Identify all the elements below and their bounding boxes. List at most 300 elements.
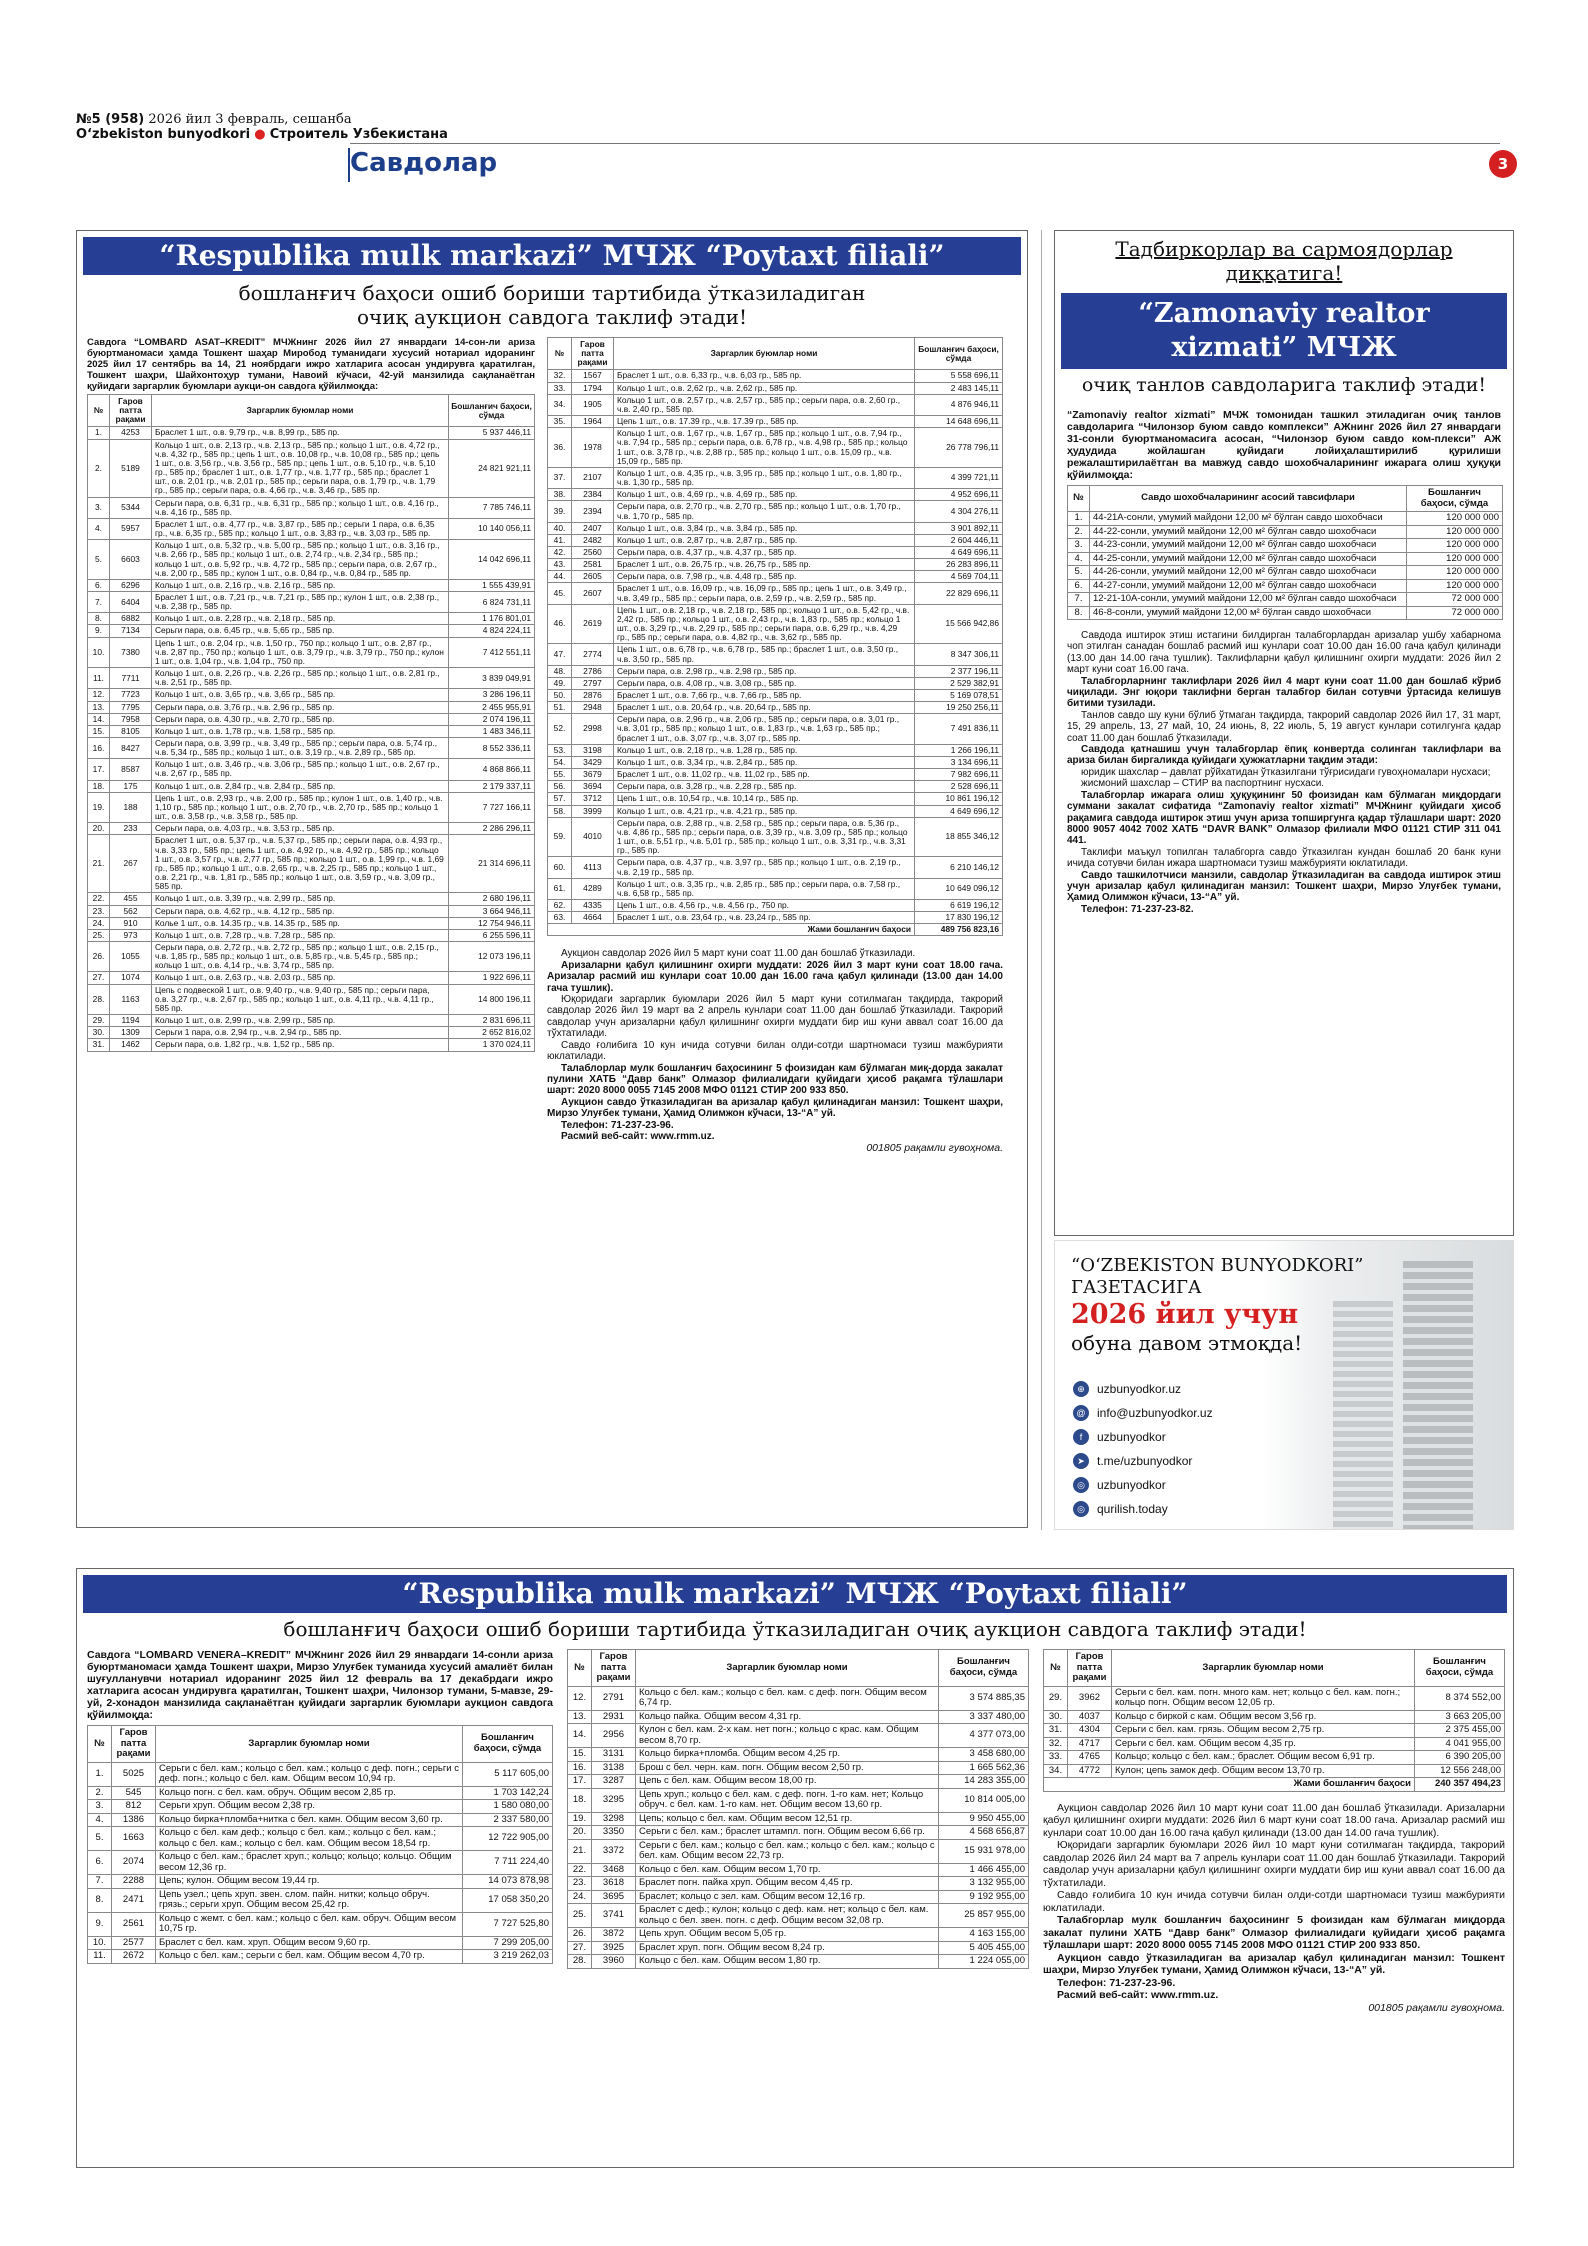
- item-desc: Цепь 1 шт., о.в. 2,93 гр., ч.в. 2,00 гр., 585 пр.; кулон 1 шт., о.в. 1,40 гр., ч.в. 1,10 гр., 585 пр.; кольцо 1 шт., о.в. 2,70 гр., ч.в. 2,70 гр., 585 пр.; кольцо 1 шт., о.в. 3,58 гр., ч.в. 3,58 гр., 585 пр.: [152, 792, 449, 822]
- pawn-number: 1794: [572, 382, 614, 394]
- contact-link[interactable]: [1073, 1377, 1213, 1401]
- item-desc: Кольцо 1 шт., о.в. 1,78 гр., ч.в. 1,58 гр., 585 пр.: [152, 725, 449, 737]
- row-number: 16.: [568, 1761, 592, 1775]
- item-desc: Браслет 1 шт., о.в. 26,75 гр., ч.в. 26,75 гр., 585 пр.: [614, 559, 915, 571]
- row-number: 44.: [548, 571, 572, 583]
- row-number: 28.: [568, 1955, 592, 1969]
- item-desc: Кольцо 1 шт., о.в. 2,62 гр., ч.в. 2,62 гр., 585 пр.: [614, 382, 915, 394]
- ad1-right-column: [547, 337, 1003, 1154]
- col-number: №: [88, 1726, 112, 1763]
- pawn-number: 2786: [572, 665, 614, 677]
- ad4-p2: Юқоридаги заргарлик буюмлари 2026 йил 10 март куни сотилмаган тақдирда, такрорий савдолар 2026 йил 24 март ва 7 апрель кунлари соат 11.00 дан бошлаб ўтказилади. Такрорий савдолар учун аризаларни қабул қилишнинг охирги муддати бир иш куни аввал соат 16.00 да тўхтатилади.: [1043, 1839, 1505, 1889]
- item-desc: Кольцо с бел. кам. Общим весом 1,80 гр.: [636, 1955, 939, 1969]
- ad2-paragraph: Телефон: 71-237-23-82.: [1081, 903, 1194, 915]
- ad1-rows-left: [88, 427, 535, 1051]
- col-price: Бошланғич баҳоси, сўмда: [939, 1650, 1029, 1687]
- price: 1 555 439,91: [449, 579, 535, 591]
- contact-link-text: uzbunyodkor: [1097, 1430, 1166, 1444]
- pawn-number: 4289: [572, 878, 614, 899]
- table-row: [1068, 512, 1503, 526]
- item-desc: Браслет 1 шт., о.в. 7,21 гр., ч.в. 7,21 гр., 585 пр.; кулон 1 шт., о.в. 2,38 гр., ч.в. 2,38 гр., 585 пр.: [152, 591, 449, 612]
- ad2-paragraph: Танлов савдо шу куни бўлиб ўтмаган тақдирда, такрорий савдолар 2026 йил 17, 31 март, 15, 29 апрель, 13, 27 май, 10, 24 июнь, 8, 22 июль, 5, 19 август кунлари сотилгунга қадар соат 11.00 дан бошлаб ўтказилади.: [1067, 709, 1501, 744]
- item-desc: Браслет 1 шт., о.в. 11,02 гр., ч.в. 11,02 гр., 585 пр.: [614, 769, 915, 781]
- row-number: 11.: [88, 668, 110, 689]
- price: 17 058 350,20: [463, 1888, 553, 1912]
- pawn-number: 2074: [112, 1851, 156, 1875]
- row-number: 34.: [548, 394, 572, 415]
- item-desc: Серьги пара, о.в. 2,88 гр., ч.в. 2,58 гр., 585 пр.; серьги пара, о.в. 5,36 гр., ч.в. 4,86 гр., 585 пр.; серьги пара, о.в. 3,39 гр., ч.в. 3,09 гр., 585 пр.; кольцо 1 шт., о.в. 5,51 гр., ч.в. 5,01 гр., 585 пр.; кольцо 1 шт., о.в. 3,31 гр., ч.в. 3,31 гр., 585 пр.: [614, 817, 915, 857]
- row-number: 53.: [548, 744, 572, 756]
- contact-link-text: qurilish.today: [1097, 1502, 1168, 1516]
- ad4-terms: [1043, 1802, 1505, 2002]
- price: 18 855 346,12: [915, 817, 1003, 857]
- row-number: 62.: [548, 899, 572, 911]
- pawn-number: 2482: [572, 534, 614, 546]
- item-desc: Кольцо 1 шт., о.в. 2,13 гр., ч.в. 2,13 гр., 585 пр.; кольцо 1 шт., о.в. 4,72 гр., ч.в. 4,32 гр., 585 пр.; цепь 1 шт., о.в. 10,08 гр., ч.в. 10,08 гр., 585 пр.; цепь 1 шт., о.в. 3,56 гр., ч.в. 3,56 гр., 585 пр.; цепь 1 шт., о.в. 5,10 гр., ч.в. 5,10 гр., 585 пр.; браслет 1 шт., о.в. 1,77 гр., ч.в. 1,77 гр., 585 пр.; браслет 1 шт., о.в. 2,01 гр., ч.в. 2,01 гр., 585 пр.; серьги пара, о.в. 1,79 гр., ч.в. 1,79 гр., 585 пр.; серьги пара, о.в. 4,66 гр., ч.в. 3,46 гр., 585 пр.: [152, 439, 449, 497]
- ad1-rows-right: [548, 370, 1003, 924]
- ad1-p3: Юқоридаги заргарлик буюмлари 2026 йил 5 март куни сотилмаган тақдирда, такрорий савдолар 2026 йил 19 март ва 2 апрель кунлари соат 11.00 дан бошлаб ўтказилади. Такрорий савдолар учун аризаларни қабул қилишнинг охирги муддати бир иш куни аввал соат 16.00 да тўхтатилади.: [547, 994, 1003, 1040]
- pawn-number: 3999: [572, 805, 614, 817]
- item-desc: Серьги пара, о.в. 3,76 гр., ч.в. 2,96 гр., 585 пр.: [152, 701, 449, 713]
- item-desc: Серьги пара, о.в. 4,30 гр., ч.в. 2,70 гр., 585 пр.: [152, 713, 449, 725]
- pawn-number: 1905: [572, 394, 614, 415]
- item-desc: Браслет с деф.; кулон; кольцо с деф. кам. нет; кольцо с бел. кам. кольцо с бел. звен. погн. с деф. Общим весом 32,08 гр.: [636, 1904, 939, 1928]
- item-desc: Цепь; кулон. Общим весом 19,44 гр.: [156, 1875, 463, 1889]
- item-desc: Кольцо 1 шт., о.в. 3,84 гр., ч.в. 3,84 гр., 585 пр.: [614, 522, 915, 534]
- pawn-number: 4335: [572, 899, 614, 911]
- price: 4 824 224,11: [449, 625, 535, 637]
- item-desc: Кольцо 1 шт., о.в. 3,34 гр., ч.в. 2,84 гр., 585 пр.: [614, 756, 915, 768]
- pawn-number: 2577: [112, 1936, 156, 1950]
- ad1-p5: Талаблорлар мулк бошланғич баҳосининг 5 фоизидан кам бўлмаган миқ-дорда закалат пулини ХАТБ “Давр банк” Олмазор филиалидаги қуйидаги ҳисоб рақамга тўлашлари шарт: 2020 8000 0055 7145 2008 МФО 01121 СТИР 200 933 850.: [547, 1062, 1003, 1097]
- item-desc: Кольцо 1 шт., о.в. 2,84 гр., ч.в. 2,84 гр., 585 пр.: [152, 780, 449, 792]
- price: 15 566 942,86: [915, 604, 1003, 644]
- item-desc: Кольцо бирка+пломба. Общим весом 4,25 гр.: [636, 1748, 939, 1762]
- item-desc: Серьги пара, о.в. 6,45 гр., ч.в. 5,65 гр., 585 пр.: [152, 625, 449, 637]
- pawn-number: 2876: [572, 690, 614, 702]
- price: 72 000 000: [1407, 593, 1503, 607]
- item-desc: Серьги пара, о.в. 1,82 гр., ч.в. 1,52 гр., 585 пр.: [152, 1039, 449, 1051]
- table-row: [548, 467, 1003, 488]
- col-number: №: [568, 1650, 592, 1687]
- price: 5 558 696,11: [915, 370, 1003, 382]
- row-number: 37.: [548, 467, 572, 488]
- row-number: 30.: [88, 1027, 110, 1039]
- table-row: [88, 738, 535, 759]
- price: 8 552 336,11: [449, 738, 535, 759]
- section-title: Савдолар: [350, 148, 498, 178]
- price: 2 529 382,91: [915, 677, 1003, 689]
- ad4-intro: Савдога “LOMBARD VENERA–KREDIT” МЧЖнинг 2026 йил 29 январдаги 14-сонли ариза буюртманомаси ҳамда Тошкент шаҳри, Мирзо Улуғбек туманида хусусий амалиёт билан шуғулланувчи нотариал идоранинг 2025 йил 12 февраль ва 17 декабрдаги ижро хатларига асосан ундирувга қаратилган, Тошкент шаҳри, Чилонзор тумани, 5-мавзе, 29-уй, 2-хонадон манзилида сақланаётган қуйидаги заргарлик буюмлари аукцион савдога қўйилмоқда:: [87, 1649, 553, 1721]
- table-row: [1068, 525, 1503, 539]
- table-row: [548, 370, 1003, 382]
- table-row: [568, 1724, 1029, 1748]
- price: 120 000 000: [1407, 566, 1503, 580]
- pawn-number: 2581: [572, 559, 614, 571]
- item-desc: Цепь 1 шт., о.в. 6,78 гр., ч.в. 6,78 гр., 585 пр.; браслет 1 шт., о.в. 3,50 гр., ч.в. 3,50 гр., 585 пр.: [614, 644, 915, 665]
- ad2-paragraph: юридик шахслар – давлат рўйхатидан ўтказилгани тўғрисидаги гувоҳномалари нусхаси;: [1081, 766, 1491, 778]
- pawn-number: 2288: [112, 1875, 156, 1889]
- col-number: №: [1044, 1650, 1068, 1687]
- row-number: 7.: [1068, 593, 1090, 607]
- table-row: [88, 1875, 553, 1889]
- table-row: [548, 677, 1003, 689]
- table-row: [568, 1788, 1029, 1812]
- table-row: [88, 1015, 535, 1027]
- price: 10 140 056,11: [449, 518, 535, 539]
- price: 24 821 921,11: [449, 439, 535, 497]
- item-desc: Серьги пара, о.в. 7,98 гр., ч.в. 4,48 гр., 585 пр.: [614, 571, 915, 583]
- contact-link[interactable]: [1073, 1449, 1213, 1473]
- pawn-number: 2931: [592, 1710, 636, 1724]
- price: 14 042 696,11: [449, 540, 535, 580]
- ad2-title: [1061, 293, 1507, 369]
- row-number: 41.: [548, 534, 572, 546]
- sub-line3: 2026 йил учун: [1071, 1299, 1299, 1330]
- item-desc: Кольцо с бел. кам.; серьги с бел. кам. Общим весом 4,70 гр.: [156, 1950, 463, 1964]
- table-row: [548, 878, 1003, 899]
- price: 4 569 704,11: [915, 571, 1003, 583]
- price: 5 117 605,00: [463, 1762, 553, 1786]
- price: 120 000 000: [1407, 552, 1503, 566]
- pawn-number: 2797: [572, 677, 614, 689]
- item-desc: Браслет; кольцо с зел. кам. Общим весом 12,16 гр.: [636, 1890, 939, 1904]
- row-number: 23.: [88, 905, 110, 917]
- contact-link-text: t.me/uzbunyodkor: [1097, 1454, 1193, 1468]
- price: 26 778 796,11: [915, 428, 1003, 468]
- ad4-rows-a: [88, 1762, 553, 1963]
- table-row: [1068, 606, 1503, 620]
- subscription-ad: [1054, 1240, 1514, 1530]
- pawn-number: 7711: [110, 668, 152, 689]
- pawn-number: 2619: [572, 604, 614, 644]
- row-number: 63.: [548, 912, 572, 924]
- table-row: [88, 625, 535, 637]
- item-desc: Браслет с бел. кам. хруп. Общим весом 9,60 гр.: [156, 1936, 463, 1950]
- item-desc: Серьги 1 пара, о.в. 2,94 гр., ч.в. 2,94 гр., 585 пр.: [152, 1027, 449, 1039]
- price: 5 937 446,11: [449, 427, 535, 439]
- ad4-phone: Телефон: 71-237-23-96.: [1057, 1976, 1176, 1989]
- item-desc: Кольцо 1 шт., о.в. 2,28 гр., ч.в. 2,18 гр., 585 пр.: [152, 613, 449, 625]
- pawn-number: 5189: [110, 439, 152, 497]
- table-row: [88, 613, 535, 625]
- table-row: [548, 857, 1003, 878]
- total-label: Жами бошланғич баҳоси: [1044, 1778, 1415, 1792]
- price: 2 337 580,00: [463, 1813, 553, 1827]
- table-row: [88, 941, 535, 971]
- item-desc: Цепь с бел. кам. Общим весом 18,00 гр.: [636, 1775, 939, 1789]
- table-row: [548, 489, 1003, 501]
- pawn-number: 3131: [592, 1748, 636, 1762]
- contact-link[interactable]: [1073, 1401, 1213, 1425]
- auction-ad-1: [76, 230, 1028, 1528]
- pawn-number: 3372: [592, 1839, 636, 1863]
- table-row: [88, 439, 535, 497]
- ad4-total-row: [1044, 1778, 1505, 1792]
- facebook-icon: f: [1073, 1429, 1089, 1445]
- table-row: [88, 917, 535, 929]
- item-desc: Цепь узел.; цепь хруп. звен. слом. пайн. нитки; кольцо обруч. грязь.; серьги хруп. Общим весом 25,42 гр.: [156, 1888, 463, 1912]
- table-row: [88, 668, 535, 689]
- price: 3 839 049,91: [449, 668, 535, 689]
- price: 19 250 256,11: [915, 702, 1003, 714]
- item-desc: Серьги с бел. кам.; кольцо с бел. кам.; кольцо с бел. кам.; кольцо с бел. кам. Общим весом 22,73 гр.: [636, 1839, 939, 1863]
- ad4-title: “Respublika mulk markazi” МЧЖ “Poytaxt filiali”: [83, 1575, 1507, 1613]
- row-number: 51.: [548, 702, 572, 714]
- table-row: [88, 497, 535, 518]
- price: 3 134 696,11: [915, 756, 1003, 768]
- row-number: 7.: [88, 591, 110, 612]
- row-number: 9.: [88, 1912, 112, 1936]
- pawn-number: 3468: [592, 1863, 636, 1877]
- table-row: [548, 394, 1003, 415]
- table-row: [568, 1877, 1029, 1891]
- row-number: 52.: [548, 714, 572, 744]
- table-row: [88, 780, 535, 792]
- ad2-paragraph: Савдо ташкилотчиси манзили, савдолар ўтказиладиган ва савдода иштирок этиш учун аризалар қабул қилинадиган манзил: Тошкент шаҳри, Мирзо Улуғбек тумани, Ҳамид Олимжон кўчаси, 13-“А” уй.: [1067, 869, 1501, 904]
- header-rule: [350, 143, 1500, 144]
- row-number: 20.: [88, 823, 110, 835]
- item-desc: Кольцо погн. с бел. кам. обруч. Общим весом 2,85 гр.: [156, 1786, 463, 1800]
- pawn-number: 3695: [592, 1890, 636, 1904]
- table-row: [88, 1888, 553, 1912]
- pawn-number: 233: [110, 823, 152, 835]
- pawn-number: 2791: [592, 1686, 636, 1710]
- col-price: Бошланғич баҳоси, сўмда: [463, 1726, 553, 1763]
- row-number: 11.: [88, 1950, 112, 1964]
- price: 17 830 196,12: [915, 912, 1003, 924]
- ad4-col-2: [567, 1649, 1029, 2014]
- ad1-p1: Аукцион савдолар 2026 йил 5 март куни соат 11.00 дан бошлаб ўтказилади.: [561, 948, 916, 960]
- row-number: 29.: [1044, 1686, 1068, 1710]
- price: 3 337 480,00: [939, 1710, 1029, 1724]
- price: 1 483 346,11: [449, 725, 535, 737]
- web-icon: ⊕: [1073, 1381, 1089, 1397]
- item-desc: Кольцо пайка. Общим весом 4,31 гр.: [636, 1710, 939, 1724]
- contact-links: [1073, 1377, 1213, 1521]
- page-number: 3: [1489, 150, 1517, 178]
- pawn-number: 6296: [110, 579, 152, 591]
- row-number: 13.: [88, 701, 110, 713]
- row-number: 1.: [88, 427, 110, 439]
- table-row: [88, 713, 535, 725]
- table-row: [548, 912, 1003, 924]
- price: 12 754 946,11: [449, 917, 535, 929]
- row-number: 14.: [568, 1724, 592, 1748]
- ad1-intro: Савдога “LOMBARD ASAT–KREDIT” МЧЖнинг 2026 йил 27 январдаги 14-сон-ли ариза буюртманомаси ҳамда Тошкент шаҳар Миробод туманидаги хусусий нотариал идоранинг 2025 йил 17 сентябрь ва 14, 21 ноябрдаги ижро хатларига асосан ундирувга қаратилган, Тошкент шаҳри, Шайхонтоҳур тумани, Навоий кўчаси, 42-уй манзилида сақланаётган қуйидаги заргарлик буюмлари аукци-он савдога қўйилмоқда:: [87, 337, 535, 392]
- item-desc: Кольцо 1 шт., о.в. 2,99 гр., ч.в. 2,99 гр., 585 пр.: [152, 1015, 449, 1027]
- row-number: 25.: [568, 1904, 592, 1928]
- row-number: 2.: [88, 1786, 112, 1800]
- pawn-number: 175: [110, 780, 152, 792]
- col-item: Заргарлик буюмлар номи: [156, 1726, 463, 1763]
- price: 3 219 262,03: [463, 1950, 553, 1964]
- row-number: 17.: [88, 759, 110, 780]
- price: 7 412 551,11: [449, 637, 535, 667]
- table-row: [1068, 552, 1503, 566]
- table-row: [548, 769, 1003, 781]
- item-desc: Кольцо 1 шт., о.в. 4,35 гр., ч.в. 3,95 гр., 585 пр.; кольцо 1 шт., о.в. 1,80 гр., ч.в. 1,30 гр., 585 пр.: [614, 467, 915, 488]
- pawn-number: 3295: [592, 1788, 636, 1812]
- price: 4 399 721,11: [915, 467, 1003, 488]
- sub-line2: ГАЗЕТАСИГА: [1071, 1277, 1202, 1298]
- ad4-p3: Савдо ғолибига 10 кун ичида сотувчи билан олди-сотди шартномаси тузиш мажбурияти юклатилади.: [1043, 1889, 1505, 1914]
- ad2-intro: “Zamonaviy realtor xizmati” МЧЖ томонидан ташкил этиладиган очиқ танлов савдоларига “Чилонзор буюм савдо комплекси” АЖнинг 2026 йил 27 январдаги 31-сонли буюртманомасига асосан, “Чилонзор буюм савдо ком-плекси” АЖ ҳудудида жойлашган қуйидаги лойиҳалаштирилиб қурилиши режалаштирилаётган ва мавжуд савдо шохобчаларининг ижарага олиш ҳуқуқи қўйилмоқда:: [1067, 409, 1501, 481]
- item-desc: Кольцо 1 шт., о.в. 2,16 гр., ч.в. 2,16 гр., 585 пр.: [152, 579, 449, 591]
- item-desc: Браслет 1 шт., о.в. 23,64 гр., ч.в. 23,24 гр., 585 пр.: [614, 912, 915, 924]
- item-desc: Серьги пара, о.в. 2,72 гр., ч.в. 2,72 гр., 585 пр.; кольцо 1 шт., о.в. 2,15 гр., ч.в. 1,85 гр., 585 пр.; кольцо 1 шт., о.в. 5,85 гр., ч.в. 5,45 гр., 585 пр.; кольцо 1 шт., о.в. 4,14 гр., ч.в. 3,74 гр., 585 пр.: [152, 941, 449, 971]
- row-number: 3.: [1068, 539, 1090, 553]
- price: 7 711 224,40: [463, 1851, 553, 1875]
- item-desc: Браслет 1 шт., о.в. 6,33 гр., ч.в. 6,03 гр., 585 пр.: [614, 370, 915, 382]
- item-desc: Кольцо с бел. кам.; браслет хруп.; кольцо; кольцо; кольцо. Общим весом 12,36 гр.: [156, 1851, 463, 1875]
- item-desc: Серьги с бел. кам. погн. много кам. нет; кольцо с бел. кам. погн.; кольцо погн. Общим весом 12,05 гр.: [1112, 1686, 1415, 1710]
- item-desc: Кольцо 1 шт., о.в. 1,67 гр., ч.в. 1,67 гр., 585 пр.; кольцо 1 шт., о.в. 7,94 гр., ч.в. 7,94 гр., 585 пр.; серьги пара, о.в. 6,78 гр., ч.в. 4,98 гр., 585 пр.; кольцо 1 шт., о.в. 3,78 гр., ч.в. 2,88 гр., 585 пр.; кольцо 1 шт., о.в. 15,09 гр., ч.в. 15,09 гр., 585 пр.: [614, 428, 915, 468]
- pawn-number: 2607: [572, 583, 614, 604]
- pawn-number: 5957: [110, 518, 152, 539]
- ad2-title-1: “Zamonaviy realtor: [1138, 298, 1430, 329]
- item-desc: Цепь 1 шт., о.в. 2,04 гр., ч.в. 1,50 гр., 750 пр.; кольцо 1 шт., о.в. 2,87 гр., ч.в. 2,87 пр., 750 пр.; кольцо 1 шт., о.в. 3,79 гр., ч.в. 3,79 гр., 750 пр.; кулон 1 шт., о.в. 1,04 гр., ч.в. 1,04 гр., 750 пр.: [152, 637, 449, 667]
- table-row: [548, 899, 1003, 911]
- price: 4 304 276,11: [915, 501, 1003, 522]
- price: 9 950 455,00: [939, 1812, 1029, 1826]
- mail-icon: @: [1073, 1405, 1089, 1421]
- col-item: Заргарлик буюмлар номи: [1112, 1650, 1415, 1687]
- row-number: 46.: [548, 604, 572, 644]
- price: 4 649 696,12: [915, 805, 1003, 817]
- table-row: [568, 1941, 1029, 1955]
- table-row: [568, 1904, 1029, 1928]
- item-desc: Кольцо с бел. кам. Общим весом 1,70 гр.: [636, 1863, 939, 1877]
- price: 8 347 306,11: [915, 644, 1003, 665]
- item-desc: Кольцо с бел. кам.; кольцо с бел. кам. с деф. погн. Общим весом 6,74 гр.: [636, 1686, 939, 1710]
- total-value: 489 756 823,16: [915, 924, 1003, 936]
- table-row: [1044, 1751, 1505, 1765]
- item-desc: Кольцо с жемт. с бел. кам.; кольцо с бел. кам. обруч. Общим весом 10,75 гр.: [156, 1912, 463, 1936]
- item-desc: Кольцо с бел. кам деф.; кольцо с бел. кам.; кольцо с бел. кам.; кольцо с бел. кам.; кольцо с бел. кам. Общим весом 18,54 гр.: [156, 1827, 463, 1851]
- row-number: 4.: [1068, 552, 1090, 566]
- row-number: 8.: [1068, 606, 1090, 620]
- item-desc: Серьги пара, о.в. 2,70 гр., ч.в. 2,70 гр., 585 пр.; кольцо 1 шт., о.в. 1,70 гр., ч.в. 1,70 гр., 585 пр.: [614, 501, 915, 522]
- price: 7 299 205,00: [463, 1936, 553, 1950]
- table-row: [548, 559, 1003, 571]
- price: 6 210 146,12: [915, 857, 1003, 878]
- row-number: 47.: [548, 644, 572, 665]
- col-number: №: [88, 395, 110, 427]
- price: 1 370 024,11: [449, 1039, 535, 1051]
- row-number: 22.: [88, 893, 110, 905]
- price: 2 483 145,11: [915, 382, 1003, 394]
- table-row: [568, 1863, 1029, 1877]
- price: 4 868 866,11: [449, 759, 535, 780]
- item-desc: Серьги с бел. кам.; кольцо с бел. кам.; кольцо с деф. погн.; серьги с деф. погн.; кольцо с бел. кам. Общим весом 10,94 гр.: [156, 1762, 463, 1786]
- item-desc: Серьги пара, о.в. 4,62 гр., ч.в. 4,12 гр., 585 пр.: [152, 905, 449, 917]
- pawn-number: 4717: [1068, 1737, 1112, 1751]
- row-number: 6.: [88, 1851, 112, 1875]
- item-desc: 44-27-сонли, умумий майдони 12,00 м² бўлган савдо шохобчаси: [1090, 579, 1407, 593]
- item-desc: Кольцо с биркой с кам. Общим весом 3,56 гр.: [1112, 1710, 1415, 1724]
- pawn-number: 3679: [572, 769, 614, 781]
- table-row: [548, 817, 1003, 857]
- item-desc: Цепь хруп.; кольцо с бел. кам. с деф. погн. 1-го кам. нет; Кольцо обруч. с бел. кам. 1-го кам. нет. Общим весом 13,60 гр.: [636, 1788, 939, 1812]
- ad2-kicker: Тадбиркорлар ва сармоядорлар диққатига!: [1115, 237, 1453, 285]
- pawn-number: 1964: [572, 416, 614, 428]
- table-row: [548, 416, 1003, 428]
- pawn-number: 562: [110, 905, 152, 917]
- contact-link[interactable]: [1073, 1497, 1213, 1521]
- col-pawn: Гаров патта рақами: [572, 338, 614, 370]
- pawn-number: 3741: [592, 1904, 636, 1928]
- table-row: [88, 905, 535, 917]
- pawn-number: 8587: [110, 759, 152, 780]
- ad2-rows: [1068, 512, 1503, 620]
- table-row: [548, 665, 1003, 677]
- price: 1 580 080,00: [463, 1800, 553, 1814]
- pawn-number: 3298: [592, 1812, 636, 1826]
- price: 12 722 905,00: [463, 1827, 553, 1851]
- item-desc: Браслет погн. пайка хруп. Общим весом 4,45 гр.: [636, 1877, 939, 1891]
- row-number: 27.: [568, 1941, 592, 1955]
- item-desc: Кольцо 1 шт., о.в. 2,26 гр., ч.в. 2,26 гр., 585 пр.; кольцо 1 шт., о.в. 2,81 гр., ч.в. 2,51 гр., 585 пр.: [152, 668, 449, 689]
- price: 2 652 816,02: [449, 1027, 535, 1039]
- price: 7 785 746,11: [449, 497, 535, 518]
- auction-ad-2: [76, 1568, 1514, 2168]
- row-number: 24.: [88, 917, 110, 929]
- price: 4 876 946,11: [915, 394, 1003, 415]
- item-desc: 44-22-сонли, умумий майдони 12,00 м² бўлган савдо шохобчаси: [1090, 525, 1407, 539]
- row-number: 2.: [88, 439, 110, 497]
- table-row: [1068, 579, 1503, 593]
- price: 14 800 196,11: [449, 984, 535, 1014]
- item-desc: Кольцо 1 шт., о.в. 7,28 гр., ч.в. 7,28 гр., 585 пр.: [152, 929, 449, 941]
- row-number: 21.: [568, 1839, 592, 1863]
- sub-line1: “O‘ZBEKISTON BUNYODKORI”: [1071, 1255, 1364, 1276]
- contact-link[interactable]: [1073, 1473, 1213, 1497]
- table-row: [548, 756, 1003, 768]
- pawn-number: 3618: [592, 1877, 636, 1891]
- ad1-phone: Телефон: 71-237-23-96.: [561, 1119, 674, 1131]
- item-desc: Кулон; цепь замок деф. Общим весом 13,70 гр.: [1112, 1764, 1415, 1778]
- pawn-number: 4010: [572, 817, 614, 857]
- row-number: 31.: [1044, 1724, 1068, 1738]
- row-number: 19.: [568, 1812, 592, 1826]
- row-number: 56.: [548, 781, 572, 793]
- price: 1 922 696,11: [449, 972, 535, 984]
- table-row: [88, 1786, 553, 1800]
- price: 1 665 562,36: [939, 1761, 1029, 1775]
- row-number: 15.: [88, 725, 110, 737]
- ad1-subtitle-2: очиқ аукцион савдога таклиф этади!: [356, 305, 748, 329]
- table-row: [88, 725, 535, 737]
- ad1-total-row: [548, 924, 1003, 936]
- table-row: [88, 1027, 535, 1039]
- col-pawn: Гаров патта рақами: [112, 1726, 156, 1763]
- ad2-paragraph: жисмоний шахслар – СТИР ва паспортнинг нусхаси.: [1081, 778, 1325, 790]
- row-number: 30.: [1044, 1710, 1068, 1724]
- row-number: 4.: [88, 518, 110, 539]
- contact-link[interactable]: [1073, 1425, 1213, 1449]
- row-number: 5.: [88, 1827, 112, 1851]
- ad2-table: [1067, 485, 1503, 620]
- table-row: [1068, 539, 1503, 553]
- row-number: 29.: [88, 1015, 110, 1027]
- pawn-number: 7380: [110, 637, 152, 667]
- price: 5 169 078,51: [915, 690, 1003, 702]
- price: 14 648 696,11: [915, 416, 1003, 428]
- item-desc: Кольцо; кольцо с бел. кам.; браслет. Общим весом 6,91 гр.: [1112, 1751, 1415, 1765]
- table-row: [568, 1686, 1029, 1710]
- row-number: 58.: [548, 805, 572, 817]
